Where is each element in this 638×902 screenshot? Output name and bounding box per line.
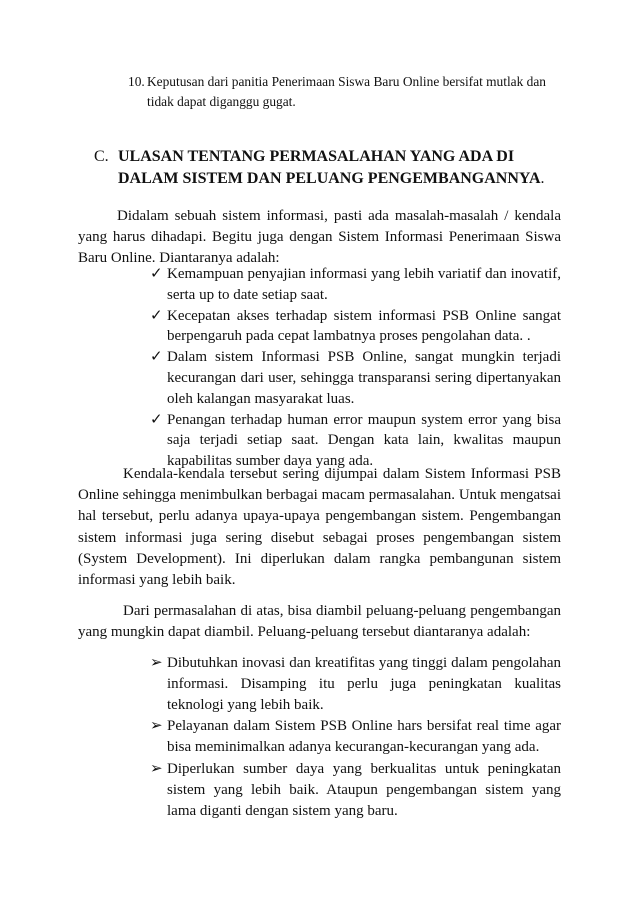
- section-heading: [94, 146, 564, 190]
- arrow-list-opportunities: [150, 653, 561, 822]
- list-item: [150, 347, 561, 409]
- item-text: Keputusan dari panitia Penerimaan Siswa Baru Online bersifat mutlak dan tidak dapat diganggu gugat.: [147, 74, 547, 109]
- list-item: [150, 410, 561, 472]
- section-letter: C.: [94, 148, 109, 165]
- list-item-text: Pelayanan dalam Sistem PSB Online hars bersifat real time agar bisa meminimalkan adanya kecurangan-kecurangan yang ada.: [167, 718, 561, 756]
- check-icon: ✓: [150, 411, 163, 428]
- list-item-text: Kecepatan akses terhadap sistem informasi PSB Online sangat berpengaruh pada cepat lambatnya proses pengolahan data. .: [167, 307, 561, 345]
- section-title-text: ULASAN TENTANG PERMASALAHAN YANG ADA DI DALAM SISTEM DAN PELUANG PENGEMBANGANNYA: [118, 148, 541, 187]
- check-icon: ✓: [150, 307, 163, 324]
- checklist-problems: [150, 264, 561, 472]
- arrow-bullet-icon: ➢: [150, 760, 163, 777]
- check-icon: ✓: [150, 349, 163, 366]
- arrow-bullet-icon: ➢: [150, 655, 163, 671]
- list-item-text: Kemampuan penyajian informasi yang lebih variatif dan inovatif, serta up to date setiap saat.: [167, 266, 561, 303]
- list-item: [150, 264, 561, 306]
- item-number: 10.: [128, 74, 145, 89]
- numbered-item-10: [128, 72, 568, 112]
- paragraph-intro: Didalam sebuah sistem informasi, pasti ada masalah-masalah / kendala yang harus dihadapi. Begitu juga dengan Sistem Informasi Penerimaan Siswa Baru Online. Diantaranya adalah:: [78, 208, 561, 267]
- list-item: [150, 653, 561, 715]
- list-item-text: Penangan terhadap human error maupun system error yang bisa saja terjadi setiap saat. Dengan kata lain, kwalitas maupun kapabilitas sumber daya yang ada.: [167, 411, 561, 470]
- list-item: [150, 759, 561, 821]
- list-item-text: Dibutuhkan inovasi dan kreatifitas yang tinggi dalam pengolahan informasi. Disamping itu perlu juga peningkatan kualitas teknologi yang lebih baik.: [167, 655, 561, 713]
- paragraph-development: Kendala-kendala tersebut sering dijumpai dalam Sistem Informasi PSB Online sehingga menimbulkan berbagai macam permasalahan. Untuk mengatsai hal tersebut, perlu adanya upaya-upaya pengembangan sistem. Pengembangan sistem informasi juga sering disebut sebagai proses pengembangan sistem (System Development). Ini diperlukan dalam rangka pembangunan sistem informasi yang lebih baik.: [78, 466, 561, 589]
- list-item: [150, 716, 561, 758]
- paragraph-opportunities: Dari permasalahan di atas, bisa diambil peluang-peluang pengembangan yang mungkin dapat diambil. Peluang-peluang tersebut diantaranya adalah:: [78, 603, 561, 641]
- section-title: [118, 146, 564, 190]
- check-icon: ✓: [150, 266, 163, 282]
- list-item: [150, 306, 561, 348]
- arrow-bullet-icon: ➢: [150, 718, 163, 735]
- list-item-text: Dalam sistem Informasi PSB Online, sangat mungkin terjadi kecurangan dari user, sehingga transparansi sering dipertanyakan oleh kalangan masyarakat luas.: [167, 349, 561, 407]
- section-title-period: .: [540, 170, 545, 187]
- list-item-text: Diperlukan sumber daya yang berkualitas untuk peningkatan sistem yang lebih baik. Ataupun pengembangan sistem yang lama diganti dengan sistem yang baru.: [167, 760, 561, 819]
